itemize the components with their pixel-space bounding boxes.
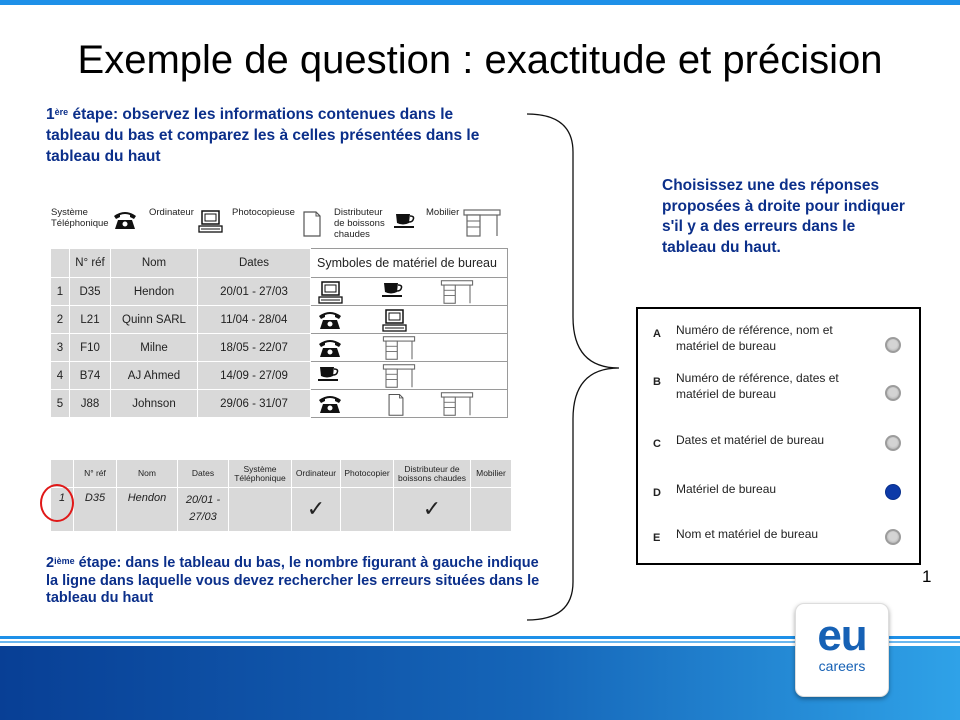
instruction-text: Choisissez une des réponses proposées à droite pour indiquer s'il y a des erreurs dans le tableau du haut. xyxy=(662,177,905,256)
cell-num: 2 xyxy=(51,306,70,334)
col-header-dates: Dates xyxy=(178,460,229,488)
legend-phone-label: Système Téléphonique xyxy=(51,207,109,229)
answer-option-d[interactable] xyxy=(638,482,919,516)
col-header-phone: Système Téléphonique xyxy=(229,460,292,488)
photocopier-icon xyxy=(302,208,322,238)
top-accent-bar xyxy=(0,0,960,5)
table-row xyxy=(51,488,512,532)
cell-dates: 20/01 - 27/03 xyxy=(198,278,311,306)
table-row xyxy=(51,278,508,306)
table-row xyxy=(51,362,508,390)
cell-symbols xyxy=(311,278,508,306)
option-label: Dates et matériel de bureau xyxy=(676,433,825,447)
table-row xyxy=(51,390,508,418)
computer-icon xyxy=(381,309,409,336)
col-header-photocopier: Photocopier xyxy=(341,460,394,488)
desk-icon xyxy=(439,279,475,308)
phone-icon xyxy=(317,309,343,334)
cell-ref: L21 xyxy=(70,306,111,334)
answer-option-c[interactable] xyxy=(638,433,919,467)
row-number-highlight-circle xyxy=(40,484,74,522)
cell-ref: D35 xyxy=(70,278,111,306)
cell-dates: 20/01 - 27/03 xyxy=(178,488,229,532)
answer-option-a[interactable] xyxy=(638,323,919,357)
radio-unselected[interactable] xyxy=(885,435,901,451)
radio-unselected[interactable] xyxy=(885,529,901,545)
option-letter: C xyxy=(653,438,661,450)
page-number: 1 xyxy=(922,567,932,586)
cell-dates: 14/09 - 27/09 xyxy=(198,362,311,390)
option-letter: D xyxy=(653,487,661,499)
legend-photocopier-label: Photocopieuse xyxy=(232,207,295,218)
hot-drink-cup-icon xyxy=(317,365,341,386)
phone-icon xyxy=(317,393,343,418)
cell-name: Quinn SARL xyxy=(111,306,198,334)
option-label: Numéro de référence, dates et matériel de bureau xyxy=(676,371,839,401)
col-header-dates: Dates xyxy=(198,249,311,278)
desk-icon xyxy=(463,208,501,238)
radio-unselected[interactable] xyxy=(885,385,901,401)
eu-careers-logo xyxy=(795,603,889,697)
col-header-ref: N° réf xyxy=(74,460,117,488)
answer-option-b[interactable] xyxy=(638,371,919,405)
cell-name: AJ Ahmed xyxy=(111,362,198,390)
phone-icon xyxy=(317,337,343,362)
cell-name: Johnson xyxy=(111,390,198,418)
col-header-symbols: Symboles de matériel de bureau xyxy=(311,249,508,278)
legend-distributor-label: Distributeur de boissons chaudes xyxy=(334,207,385,240)
computer-icon xyxy=(198,210,224,234)
col-header-furniture: Mobilier xyxy=(471,460,512,488)
cell-name: Hendon xyxy=(111,278,198,306)
col-header-name: Nom xyxy=(111,249,198,278)
option-letter: A xyxy=(653,328,661,340)
cell-num: 1 xyxy=(51,278,70,306)
cell-dates: 11/04 - 28/04 xyxy=(198,306,311,334)
phone-icon xyxy=(112,209,138,231)
cell-ref: B74 xyxy=(70,362,111,390)
symbol-legend xyxy=(50,207,500,247)
computer-icon xyxy=(317,281,345,308)
cell-symbols xyxy=(311,306,508,334)
cell-symbols xyxy=(311,362,508,390)
cell-num: 3 xyxy=(51,334,70,362)
answer-option-e[interactable] xyxy=(638,527,919,561)
cell-name: Milne xyxy=(111,334,198,362)
cell-name: Hendon xyxy=(117,488,178,532)
table-row xyxy=(51,306,508,334)
cell-num: 1 xyxy=(51,488,74,532)
cell-num: 5 xyxy=(51,390,70,418)
cell-phone xyxy=(229,488,292,532)
col-header-distributor: Distributeur de boissons chaudes xyxy=(394,460,471,488)
radio-unselected[interactable] xyxy=(885,337,901,353)
cell-symbols xyxy=(311,390,508,418)
cell-ref: F10 xyxy=(70,334,111,362)
logo-eu-text: eu xyxy=(817,611,867,660)
cell-dates: 29/06 - 31/07 xyxy=(198,390,311,418)
hot-drink-cup-icon xyxy=(393,212,417,230)
desk-icon xyxy=(381,363,417,392)
top-table-header xyxy=(51,249,508,278)
option-letter: E xyxy=(653,532,661,544)
step1-text: 1ère étape: observez les informations contenues dans le tableau du bas et comparez les à celles présentées dans le tableau du haut xyxy=(46,106,480,165)
table-row xyxy=(51,334,508,362)
cell-photocopier xyxy=(341,488,394,532)
legend-furniture-label: Mobilier xyxy=(426,207,460,218)
option-letter: B xyxy=(653,376,661,388)
col-header-name: Nom xyxy=(117,460,178,488)
option-label: Numéro de référence, nom et matériel de bureau xyxy=(676,323,833,353)
legend-computer-label: Ordinateur xyxy=(149,207,194,218)
desk-icon xyxy=(439,391,475,420)
col-header-ref: N° réf xyxy=(70,249,111,278)
desk-icon xyxy=(381,335,417,364)
cell-num: 4 xyxy=(51,362,70,390)
col-header-num xyxy=(51,249,70,278)
curly-brace xyxy=(525,112,625,622)
photocopier-icon xyxy=(387,391,405,420)
col-header-computer: Ordinateur xyxy=(292,460,341,488)
bottom-table-header xyxy=(51,460,512,488)
option-label: Nom et matériel de bureau xyxy=(676,527,819,541)
cell-furniture xyxy=(471,488,512,532)
answer-options-box xyxy=(636,307,921,565)
bottom-table xyxy=(50,459,512,532)
top-table xyxy=(50,248,508,418)
cell-ref: D35 xyxy=(74,488,117,532)
cell-symbols xyxy=(311,334,508,362)
option-label: Matériel de bureau xyxy=(676,482,777,496)
hot-drink-cup-icon xyxy=(381,281,405,302)
page-title: Exemple de question : exactitude et précision xyxy=(77,38,883,82)
logo-careers-text: careers xyxy=(818,658,866,674)
cell-ref: J88 xyxy=(70,390,111,418)
cell-computer: ✓ xyxy=(292,488,341,532)
cell-dates: 18/05 - 22/07 xyxy=(198,334,311,362)
radio-selected[interactable] xyxy=(885,484,901,500)
step2-text: 2ième étape: dans le tableau du bas, le nombre figurant à gauche indique la ligne dans laquelle vous devez rechercher les erreurs situées dans le tableau du haut xyxy=(46,555,540,606)
cell-distributor: ✓ xyxy=(394,488,471,532)
